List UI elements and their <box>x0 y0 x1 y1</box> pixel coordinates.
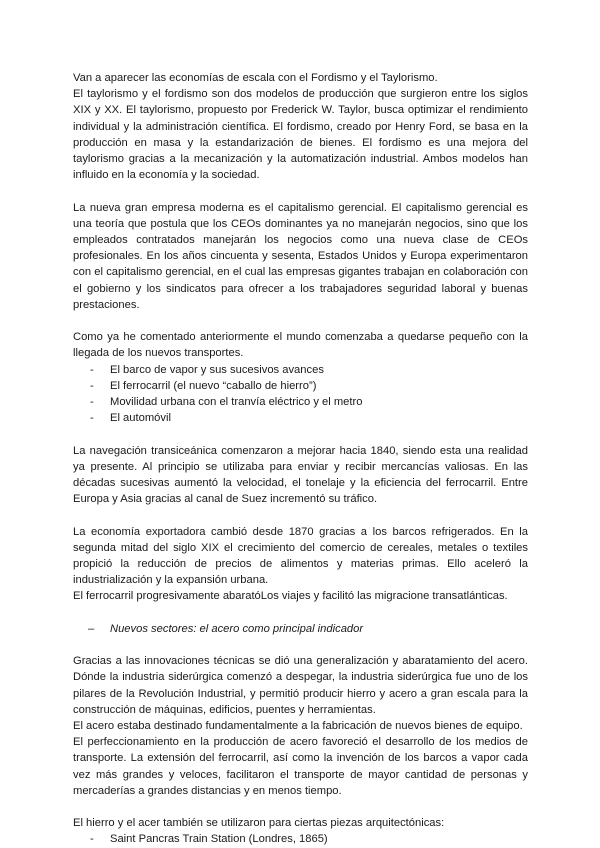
list-item: - El barco de vapor y sus sucesivos avances <box>73 362 528 378</box>
paragraph-gap <box>73 799 528 815</box>
paragraph-export-economy: La economía exportadora cambió desde 1870 gracias a los barcos refrigerados. En la segunda mitad del siglo XIX el crecimiento del comercio de cereales, metales o textiles propició la reducción de precios de alimentos y materias primas. Ello aceleró la industrialización y la expansión urbana. <box>73 525 528 587</box>
paragraph-intro-line: Van a aparecer las economías de escala con el Fordismo y el Taylorismo. <box>73 72 438 84</box>
list-item: - Movilidad urbana con el tranvía eléctrico y el metro <box>73 394 528 410</box>
paragraph-steel-innovations: Gracias a las innovaciones técnicas se dió una generalización y abaratamiento del acero. Dónde la industria siderúrgica comenzó a despegar, la industria siderúrgica fue uno de los pilares de la Revolución Industrial, y permitió producir hierro y acero a gran escala para la construcción de máquinas, edificios, puentes y herramientas. <box>73 655 528 716</box>
paragraph-architecture-intro: El hierro y el acer también se utilizaron para ciertas piezas arquitectónicas: <box>73 817 445 830</box>
paragraph-gap <box>73 507 528 523</box>
paragraph-managerial-capitalism: La nueva gran empresa moderna es el capitalismo gerencial. El capitalismo gerencial es una teoría que postula que los CEOs dominantes ya no manejarán negocios, sino que los empleados contratados manejarán los negocios como una nueva clase de CEOs profesionales. En los años cincuenta y sesenta, Estados Unidos y Europa experimentaron con el capitalismo gerencial, en el cual las empresas gigantes trabajan en colaboración con el gobierno y los sindicatos para ofrecer a los trabajadores seguridad laboral y buenas prestaciones. <box>73 201 528 311</box>
section-heading <box>73 621 528 637</box>
paragraph-gap <box>73 426 528 442</box>
list-item: - El ferrocarril (el nuevo “caballo de hierro”) <box>73 378 528 394</box>
paragraph-steel-transport: El perfeccionamiento en la producción de acero favoreció el desarrollo de los medios de transporte. La extensión del ferrocarril, así como la invención de los barcos a vapor cada vez más grandes y veloces, facilitaron el transporte de mayor cantidad de personas y mercaderías a grandes distancias y en menos tiempo. <box>73 736 528 797</box>
paragraph-gap <box>73 605 528 621</box>
list-item: - El automóvil <box>73 410 528 426</box>
paragraph-railway-migration: El ferrocarril progresivamente abaratóLos viajes y facilitó las migracione transatlánticas. <box>73 590 508 603</box>
paragraph-gap <box>73 637 528 653</box>
paragraph-transport-intro: Como ya he comentado anteriormente el mundo comenzaba a quedarse pequeño con la llegada de los nuevos transportes. <box>73 331 528 360</box>
section-heading-text: Nuevos sectores: el acero como principal indicador <box>110 622 364 635</box>
document-page <box>73 70 528 848</box>
transport-list <box>73 362 528 427</box>
architecture-list <box>73 831 528 847</box>
paragraph-gap <box>73 313 528 329</box>
paragraph-taylorism-fordism: El taylorismo y el fordismo son dos modelos de producción que surgieron entre los siglos XIX y XX. El taylorismo, propuesto por Frederick W. Taylor, busca optimizar el rendimiento individual y la administración científica. El fordismo, creado por Henry Ford, se basa en la producción en masa y la estandarización de bienes. El fordismo es una mejora del taylorismo gracias a la mecanización y la automatización industrial. Ambos modelos han influido en la economía y la sociedad. <box>73 88 528 182</box>
section-dash: – <box>88 622 95 635</box>
paragraph-navigation: La navegación transiceánica comenzaron a mejorar hacia 1840, siendo esta una realidad ya presente. Al principio se utilizaba para enviar y recibir mercancías valiosas. En las décadas sucesivas aumentó la velocidad, el tonelaje y la eficiencia del ferrocarril. Entre Europa y Asia gracias al canal de Suez incrementó su tráfico. <box>73 444 528 506</box>
paragraph-steel-equipment: El acero estaba destinado fundamentalmente a la fabricación de nuevos bienes de equipo. <box>73 720 523 733</box>
list-item: - Saint Pancras Train Station (Londres, 1865) <box>73 831 528 847</box>
paragraph-gap <box>73 183 528 199</box>
